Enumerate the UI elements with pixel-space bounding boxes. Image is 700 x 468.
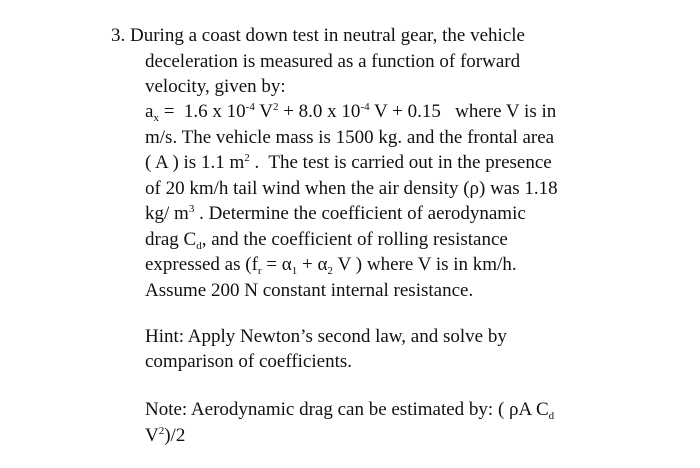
exponent: 2 — [244, 152, 250, 164]
subscript: d — [548, 410, 555, 422]
exponent: 2 — [272, 101, 279, 113]
note-line-2 — [145, 424, 185, 448]
problem-text: ( A ) is 1.1 m — [145, 152, 245, 173]
problem-line-9 — [145, 228, 508, 252]
problem-line-2 — [145, 50, 520, 74]
problem-line-7 — [145, 177, 558, 201]
note-text: V — [145, 425, 159, 446]
problem-line-5 — [145, 126, 554, 150]
hint-line-2 — [145, 350, 352, 374]
subscript: 1 — [291, 265, 298, 277]
problem-text: Assume 200 N constant internal resistance. — [145, 280, 474, 301]
problem-line-3 — [145, 75, 286, 99]
problem-text: , and the coefficient of rolling resistance — [201, 229, 508, 250]
equation-text: V + 0.15 where V is in — [369, 101, 557, 122]
equation-symbol: a — [145, 101, 154, 122]
note-line-1 — [145, 398, 554, 422]
problem-text: + α — [297, 254, 328, 275]
problem-text: expressed as (f — [145, 254, 258, 275]
hint-line-1 — [145, 325, 507, 349]
problem-text: = α — [261, 254, 292, 275]
note-text: Note: Aerodynamic drag can be estimated by: ( ρA C — [145, 399, 549, 420]
hint-text: comparison of coefficients. — [145, 351, 352, 372]
problem-text: m/s. The vehicle mass is 1500 kg. and the frontal area — [145, 127, 555, 148]
exponent: 2 — [158, 425, 165, 437]
problem-text: drag C — [145, 229, 197, 250]
problem-number: 3. — [111, 25, 126, 46]
problem-text: During a coast down test in neutral gear, the vehicle — [130, 25, 525, 46]
problem-text: . Determine the coefficient of aerodynamic — [194, 203, 526, 224]
problem-text: . The test is carried out in the presence — [249, 152, 552, 173]
hint-text: Hint: Apply Newton’s second law, and solve by — [145, 326, 507, 347]
problem-text: of 20 km/h tail wind when the air density (ρ) was 1.18 — [145, 178, 558, 199]
equation-text: + 8.0 x 10 — [278, 101, 361, 122]
problem-line-11 — [145, 279, 473, 303]
equation-text: = 1.6 x 10 — [158, 101, 246, 122]
problem-text: velocity, given by: — [145, 76, 286, 97]
problem-text: deceleration is measured as a function of forward — [145, 51, 521, 72]
exponent: 3 — [188, 203, 195, 215]
problem-text: V ) where V is in km/h. — [332, 254, 517, 275]
exponent: -4 — [245, 101, 255, 113]
subscript: 2 — [327, 265, 333, 277]
note-text: )/2 — [164, 425, 186, 446]
problem-line-10 — [145, 253, 517, 277]
equation-line — [145, 100, 556, 124]
subscript: d — [196, 240, 202, 252]
problem-line-6 — [145, 151, 552, 175]
subscript: x — [153, 112, 159, 124]
problem-text: kg/ m — [145, 203, 189, 224]
problem-line-1 — [111, 24, 525, 48]
subscript: r — [257, 265, 262, 277]
problem-line-8 — [145, 202, 526, 226]
equation-text: V — [254, 101, 273, 122]
exponent: -4 — [360, 101, 370, 113]
